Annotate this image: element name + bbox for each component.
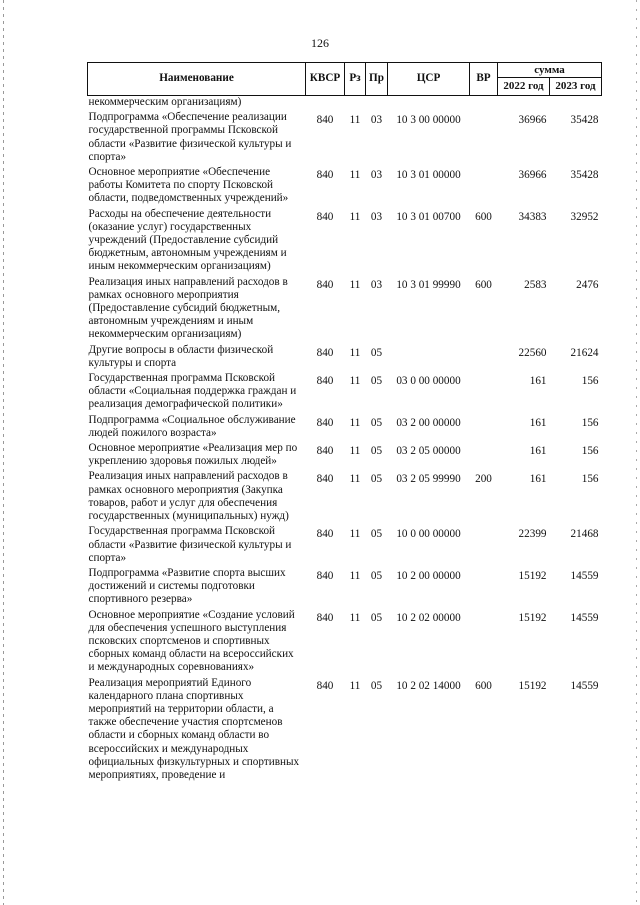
row-kvsr: 840	[316, 611, 334, 624]
row-rz: 11	[349, 278, 361, 291]
row-name: Государственная программа Псковской области «Социальная поддержка граждан и реализация демографической политики»	[88, 372, 297, 411]
row-vr	[470, 414, 498, 442]
row-rz: 11	[349, 528, 361, 541]
row-rz: 11	[349, 210, 361, 223]
row-kvsr: 840	[316, 346, 334, 359]
page-number: 126	[311, 36, 329, 50]
row-sum-2022	[498, 96, 550, 112]
header-name: Наименование	[88, 63, 306, 96]
row-sum-2023: 21468	[570, 528, 599, 541]
row-kvsr: 840	[316, 375, 334, 388]
row-pr: 05	[370, 375, 383, 388]
table-row	[88, 609, 602, 677]
row-sum-2023: 14559	[570, 611, 599, 624]
table-row	[88, 276, 602, 344]
row-vr: 600	[475, 679, 492, 692]
row-rz: 11	[349, 169, 361, 182]
budget-table	[87, 62, 602, 784]
row-vr	[470, 609, 498, 677]
row-vr: 200	[475, 473, 492, 486]
row-csr: 10 0 00 00000	[396, 528, 461, 541]
table-row	[88, 470, 602, 525]
budget-table-container	[87, 62, 601, 784]
row-rz: 11	[349, 416, 361, 429]
row-sum-2022: 36966	[518, 114, 547, 127]
row-name: Реализация иных направлений расходов в рамках основного мероприятия (Предоставление субсидий бюджетным, автономным учреждениям и иным некоммерческим организациям)	[88, 275, 288, 341]
row-sum-2023: 156	[581, 375, 599, 388]
header-pr: Пр	[366, 63, 388, 96]
row-vr	[470, 372, 498, 414]
row-sum-2022: 161	[529, 473, 547, 486]
row-rz: 11	[349, 569, 361, 582]
row-sum-2023: 156	[581, 473, 599, 486]
header-year-2022: 2022 год	[498, 78, 550, 96]
table-row	[88, 166, 602, 208]
row-name: Подпрограмма «Обеспечение реализации государственной программы Псковской области «Развитие физической культуры и спорта»	[88, 111, 292, 163]
row-name: некоммерческим организациям)	[88, 96, 242, 108]
row-sum-2022: 161	[529, 375, 547, 388]
table-row	[88, 372, 602, 414]
row-sum-2023: 35428	[570, 114, 599, 127]
row-sum-2023: 2476	[576, 278, 599, 291]
row-vr	[470, 111, 498, 166]
row-kvsr: 840	[316, 528, 334, 541]
row-pr: 03	[370, 114, 383, 127]
row-sum-2022: 36966	[518, 169, 547, 182]
row-vr: 600	[475, 278, 492, 291]
row-kvsr: 840	[316, 114, 334, 127]
row-sum-2023: 14559	[570, 569, 599, 582]
header-year-2023: 2023 год	[550, 78, 602, 96]
row-sum-2023	[550, 96, 602, 112]
row-vr	[470, 166, 498, 208]
row-kvsr: 840	[316, 278, 334, 291]
table-body	[88, 96, 602, 785]
scan-left-edge	[3, 0, 4, 905]
row-name: Реализация иных направлений расходов в рамках основного мероприятия (Закупка товаров, работ и услуг для обеспечения государственных (муниципальных) нужд)	[88, 470, 289, 523]
row-pr	[366, 96, 388, 112]
row-pr: 05	[370, 679, 383, 692]
row-rz: 11	[349, 375, 361, 388]
row-sum-2022: 15192	[518, 611, 547, 624]
row-csr	[388, 96, 470, 112]
row-pr: 05	[370, 445, 383, 458]
row-sum-2022: 161	[529, 416, 547, 429]
row-sum-2022: 22560	[518, 346, 547, 359]
row-sum-2022: 161	[529, 445, 547, 458]
row-csr	[388, 344, 470, 372]
row-name: Расходы на обеспечение деятельности (оказание услуг) государственных учреждений (Предоставление субсидий бюджетным, автономным учреждениям и иным некоммерческим организациям)	[88, 207, 287, 273]
row-rz	[345, 96, 366, 112]
row-rz: 11	[349, 611, 361, 624]
row-kvsr: 840	[316, 473, 334, 486]
row-vr	[470, 442, 498, 470]
row-name: Реализация мероприятий Единого календарного плана спортивных мероприятий на территории области, а также обеспечение участия спортсменов области и сборных команд области во всероссийских и международных официальных физкультурных и спортивных мероприятиях, проведение и	[88, 676, 300, 781]
row-name: Основное мероприятие «Создание условий для обеспечения успешного выступления псковских спортсменов и спортивных сборных команд области на всероссийских и международных соревнованиях»	[88, 608, 295, 674]
row-csr: 10 2 02 00000	[396, 611, 461, 624]
row-name: Другие вопросы в области физической культуры и спорта	[88, 343, 274, 369]
table-row	[88, 111, 602, 166]
row-pr: 05	[370, 528, 383, 541]
row-vr	[470, 567, 498, 609]
row-name: Подпрограмма «Развитие спорта высших достижений и системы подготовки спортивного резерва»	[88, 566, 286, 606]
row-csr: 10 3 01 00700	[396, 210, 461, 223]
row-rz: 11	[349, 679, 361, 692]
row-pr: 05	[370, 346, 383, 359]
row-csr: 10 3 01 00000	[396, 169, 461, 182]
row-csr: 10 3 01 99990	[396, 278, 461, 291]
header-sum: сумма	[498, 63, 602, 78]
header-rz: Рз	[345, 63, 366, 96]
row-sum-2022: 15192	[518, 569, 547, 582]
row-csr: 10 2 02 14000	[396, 679, 461, 692]
row-csr: 03 2 00 00000	[396, 416, 461, 429]
row-csr: 10 2 00 00000	[396, 569, 461, 582]
row-pr: 05	[370, 611, 383, 624]
row-pr: 05	[370, 473, 383, 486]
row-name: Государственная программа Псковской области «Развитие физической культуры и спорта»	[88, 525, 292, 564]
row-vr	[470, 96, 498, 112]
header-vr: ВР	[470, 63, 498, 96]
table-row	[88, 525, 602, 567]
row-csr: 10 3 00 00000	[396, 114, 461, 127]
row-pr: 03	[370, 169, 383, 182]
row-vr	[470, 344, 498, 372]
row-sum-2023: 156	[581, 416, 599, 429]
row-kvsr: 840	[316, 169, 334, 182]
table-row	[88, 208, 602, 276]
table-row	[88, 442, 602, 470]
row-kvsr: 840	[316, 679, 334, 692]
row-sum-2023: 14559	[570, 679, 599, 692]
row-kvsr	[306, 96, 345, 112]
table-row	[88, 344, 602, 372]
row-pr: 05	[370, 416, 383, 429]
row-kvsr: 840	[316, 210, 334, 223]
table-row	[88, 96, 602, 112]
row-rz: 11	[349, 346, 361, 359]
row-sum-2023: 21624	[570, 346, 599, 359]
row-sum-2022: 22399	[518, 528, 547, 541]
row-kvsr: 840	[316, 416, 334, 429]
row-kvsr: 840	[316, 569, 334, 582]
scan-right-edge	[636, 0, 637, 905]
row-csr: 03 2 05 00000	[396, 445, 461, 458]
row-sum-2023: 35428	[570, 169, 599, 182]
table-row	[88, 414, 602, 442]
row-pr: 03	[370, 278, 383, 291]
row-name: Основное мероприятие «Реализация мер по укреплению здоровья пожилых людей»	[88, 442, 298, 468]
row-vr: 600	[475, 210, 492, 223]
table-row	[88, 677, 602, 785]
row-pr: 03	[370, 210, 383, 223]
row-rz: 11	[349, 114, 361, 127]
row-csr: 03 0 00 00000	[396, 375, 461, 388]
row-rz: 11	[349, 445, 361, 458]
row-sum-2022: 2583	[524, 278, 547, 291]
row-sum-2022: 34383	[518, 210, 547, 223]
row-sum-2022: 15192	[518, 679, 547, 692]
header-csr: ЦСР	[388, 63, 470, 96]
row-vr	[470, 525, 498, 567]
table-header	[88, 63, 602, 96]
row-sum-2023: 156	[581, 445, 599, 458]
row-csr: 03 2 05 99990	[396, 473, 461, 486]
table-row	[88, 567, 602, 609]
row-sum-2023: 32952	[570, 210, 599, 223]
header-kvsr: КВСР	[306, 63, 345, 96]
row-kvsr: 840	[316, 445, 334, 458]
row-name: Основное мероприятие «Обеспечение работы Комитета по спорту Псковской области, подведомственных учреждений»	[88, 166, 289, 205]
row-rz: 11	[349, 473, 361, 486]
row-name: Подпрограмма «Социальное обслуживание людей пожилого возраста»	[88, 413, 296, 439]
row-pr: 05	[370, 569, 383, 582]
